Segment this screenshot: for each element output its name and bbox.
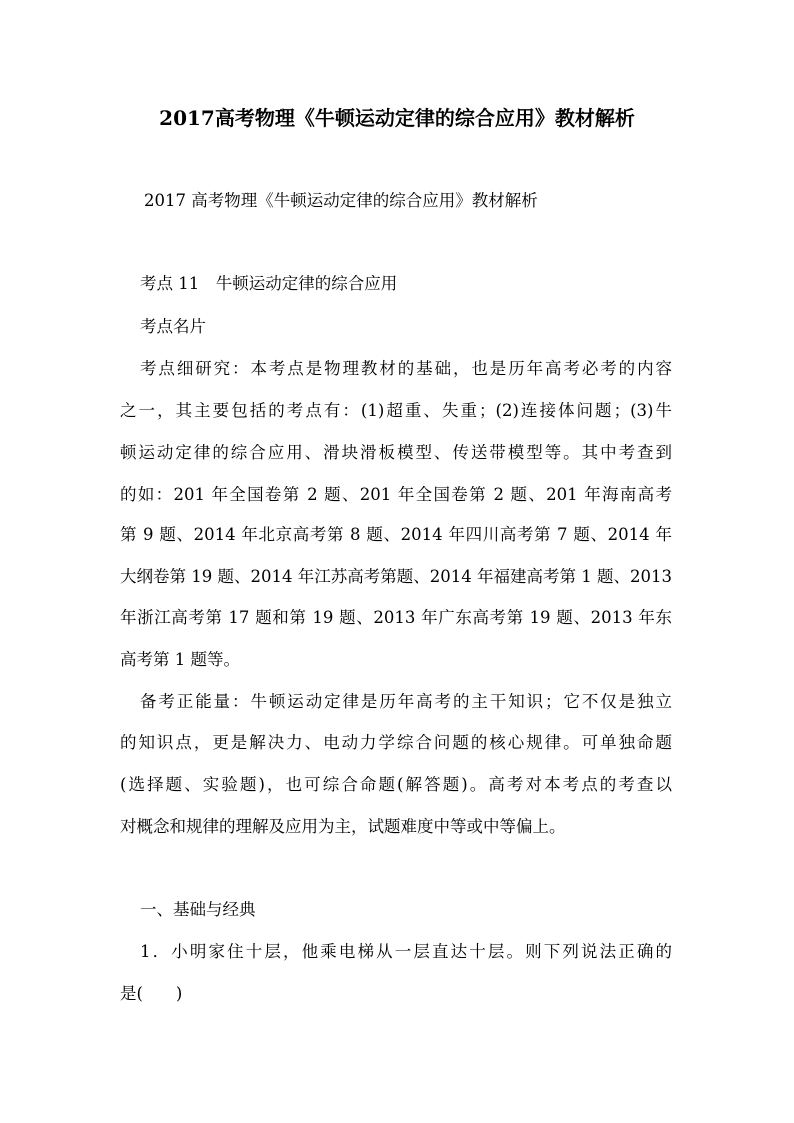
research-paragraph-line: 第 9 题、2014 年北京高考第 8 题、2014 年四川高考第 7 题、2014 年 [120, 525, 672, 544]
research-paragraph-line: 高考第 1 题等。 [120, 650, 240, 669]
section-header: 考点 11 牛顿运动定律的综合应用 [140, 274, 398, 293]
research-paragraph-line: 大纲卷第 19 题、2014 年江苏高考第题、2014 年福建高考第 1 题、2013 [120, 567, 672, 586]
question-line: 1．小明家住十层，他乘电梯从一层直达十层。则下列说法正确的 [140, 942, 672, 961]
energy-paragraph-line: 对概念和规律的理解及应用为主，试题难度中等或中等偏上。 [120, 817, 566, 836]
research-paragraph-line: 顿运动定律的综合应用、滑块滑板模型、传送带模型等。其中考查到 [120, 443, 672, 462]
document-subtitle: 2017 高考物理《牛顿运动定律的综合应用》教材解析 [144, 191, 538, 210]
energy-paragraph-line: 备考正能量：牛顿运动定律是历年高考的主干知识；它不仅是独立 [140, 692, 672, 711]
research-paragraph-line: 的如：201 年全国卷第 2 题、201 年全国卷第 2 题、201 年海南高考 [120, 485, 672, 504]
question-line: 是( ) [120, 984, 183, 1003]
energy-paragraph-line: 的知识点，更是解决力、电动力学综合问题的核心规律。可单独命题 [120, 733, 672, 752]
part-heading: 一、基础与经典 [140, 900, 256, 919]
research-paragraph-line: 之一，其主要包括的考点有：(1)超重、失重；(2)连接体问题；(3)牛 [120, 401, 672, 420]
energy-paragraph-line: (选择题、实验题)，也可综合命题(解答题)。高考对本考点的考查以 [120, 775, 672, 794]
research-paragraph-line: 年浙江高考第 17 题和第 19 题、2013 年广东高考第 19 题、2013 年东 [120, 608, 672, 627]
document-title: 2017高考物理《牛顿运动定律的综合应用》教材解析 [159, 106, 635, 130]
card-label: 考点名片 [140, 317, 206, 336]
research-paragraph-line: 考点细研究：本考点是物理教材的基础，也是历年高考必考的内容 [140, 359, 672, 378]
